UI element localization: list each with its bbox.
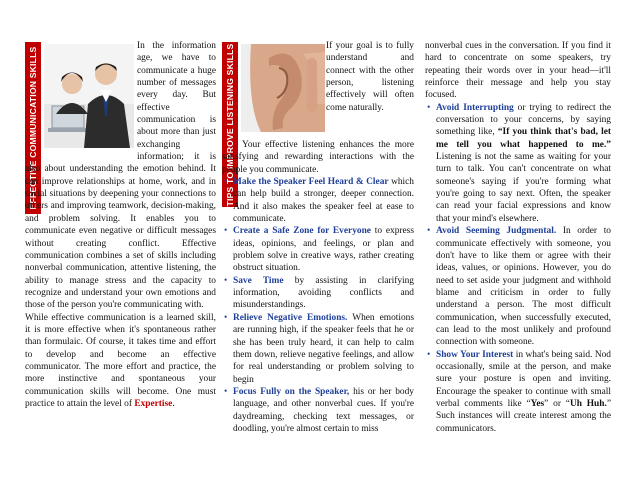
column-1 (25, 40, 216, 410)
col2-intro: If your goal is to fully understand and connect with the other person, listening effectively will often come naturally. (326, 41, 414, 113)
tip-label: Make the Speaker Feel Heard & Clear (233, 177, 389, 188)
tip-label: Show Your Interest (436, 349, 514, 360)
tip-text: When emotions are running high, if the speaker feels that he or she has been truly heard, it can help to calm them down, relieve negative feelings, and allow for real understanding or problem solving to begin (233, 312, 414, 385)
tip-avoid-interrupting (425, 102, 611, 225)
tip-text-after: Listening is not the same as waiting for your turn to talk. You can't concentrate on what someone's saying if you're forming what you're going to say next. Often, the speaker can read your facial expressions and know that your mind's elsewhere. (436, 152, 611, 224)
col3-intro: nonverbal cues in the conversation. If you find it hard to concentrate on some speakers, try repeating their words over in your head—it'll reinforce their message and help you stay focused. (425, 41, 611, 101)
tip-quote: “If you think that's bad, let me tell you what happened to me.” (436, 127, 611, 150)
col1-paragraph-1: In the information age, we have to communicate a huge number of messages every day. But effective communication is about more than just exchanging information; it is also about understanding the emotion behind. It can improve relationships at home, work, and in social situations by deepening your connections to others and improving teamwork, decision-making, and problem solving. It enables you to communicate even negative or difficult messages without creating conflict. Effective communication combines a set of skills including nonverbal communication, attentive listening, the ability to manage stress and the capacity to recognize and understand your own emotions and those of the person you're communicating with. (25, 41, 216, 311)
expertise-keyword: Expertise (134, 398, 173, 409)
image-spacer (25, 40, 137, 152)
image-spacer (222, 40, 326, 139)
col2-intro2: Your effective listening enhances the more satisfying and rewarding interactions with the people you communicate. (222, 140, 414, 175)
tip-text: by assisting in clarifying information, avoiding conflicts and misunderstandings. (233, 275, 414, 311)
tip-text: his or her body language, and other nonverbal cues. If you're daydreaming, checking text messages, or doodling, you're almost certain to miss (233, 386, 414, 434)
tip-label: Focus Fully on the Speaker, (233, 386, 350, 397)
tip-label: Save Time (233, 275, 284, 286)
col1-paragraph-2-text: While effective communication is a learned skill, it is more effective when it's spontaneous rather than formulaic. Of course, it takes time and effort to develop and become an effective communicator. The more effort and practice, the more instinctive and spontaneous your communication skills will become. One must practice to attain the level of (25, 312, 216, 409)
tip-focus-speaker (222, 386, 414, 435)
tip-text-mid: ” or “ (544, 398, 570, 409)
tip-text: In order to communicate effectively with someone, you don't have to like them or agree with their ideas, values, or opinions. However, you do need to set aside your judgment and withhold blame and criticism in order to fully understand a person. The most difficult communication, when successfully executed, can lead to the most unlikely and profound connection with someone. (436, 226, 611, 348)
tip-uh-huh: Uh Huh. (569, 398, 607, 409)
tip-avoid-judgmental (425, 225, 611, 348)
col1-paragraph-2 (25, 312, 216, 411)
tip-label: Create a Safe Zone for Everyone (233, 226, 371, 237)
tip-relieve-emotions (222, 312, 414, 386)
tip-text: in what's being said. Nod occasionally, smile at the person, and make sure your posture is open and inviting. Encourage the speaker to continue with small verbal comments like “ (436, 349, 611, 409)
column-2 (222, 40, 414, 435)
sidebar-label: EFFECTIVE COMMUNICATION SKILLS (28, 46, 38, 210)
tip-yes: Yes (530, 398, 545, 409)
final-punct: . (172, 398, 175, 409)
sidebar-label: TIPS TO IMPROVE LISTENING SKILLS (225, 43, 235, 206)
tip-text: which can help build a stronger, deeper connection. And it also makes the speaker feel at ease to communicate. (233, 177, 414, 225)
tip-label: Avoid Seeming Judgmental. (436, 226, 557, 237)
tip-label: Avoid Interrupting (436, 102, 514, 113)
tip-text-after: ” Such instances will create interest among the communicators. (436, 398, 611, 434)
tip-text: or trying to redirect the conversation to your concerns, by saying something like, (436, 102, 611, 138)
tip-save-time (222, 275, 414, 312)
listening-tips-list (222, 176, 414, 435)
tip-heard-clear (222, 176, 414, 225)
tip-safe-zone (222, 225, 414, 274)
column-3 (425, 40, 611, 435)
tip-show-interest (425, 349, 611, 435)
tip-text: to express ideas, opinions, and feelings, or plan and problem solve in creative ways, rather creating obstruct situation. (233, 226, 414, 274)
listening-tips-list-continued (425, 102, 611, 435)
tip-label: Relieve Negative Emotions. (233, 312, 348, 323)
